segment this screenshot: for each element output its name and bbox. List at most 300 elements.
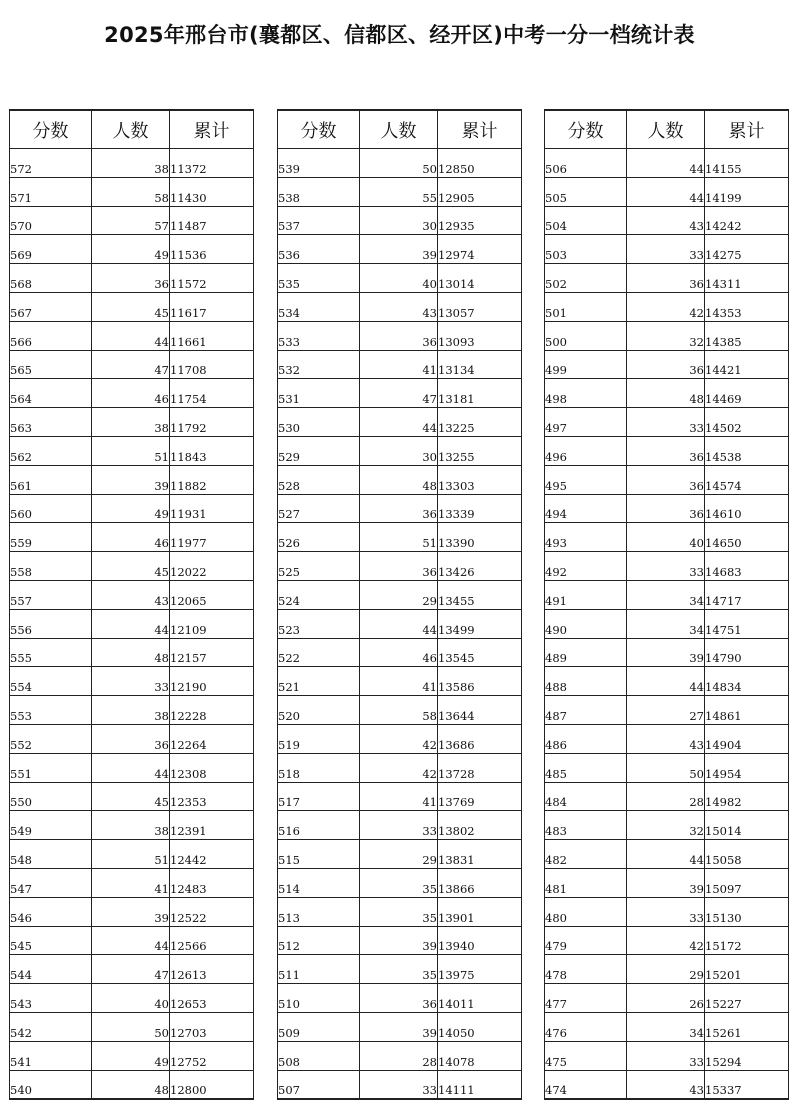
table-row [545,955,789,984]
score-cell: 537 [278,206,360,235]
count-cell: 36 [92,264,170,293]
cumulative-cell: 12264 [170,724,254,753]
count-cell: 43 [627,724,705,753]
count-cell: 44 [627,840,705,869]
cumulative-cell: 14050 [438,1012,522,1041]
count-cell: 39 [360,926,438,955]
cumulative-cell: 14199 [705,177,789,206]
page-title: 2025年邢台市(襄都区、信都区、经开区)中考一分一档统计表 [104,23,695,48]
count-cell: 44 [627,177,705,206]
score-cell: 483 [545,811,627,840]
count-cell: 36 [627,465,705,494]
table-row [278,696,522,725]
table-row [10,696,254,725]
score-cell: 555 [10,638,92,667]
cumulative-cell: 14242 [705,206,789,235]
count-cell: 41 [92,868,170,897]
cumulative-cell: 12800 [170,1070,254,1099]
count-cell: 29 [627,955,705,984]
table-row [545,609,789,638]
table-row [278,1041,522,1070]
cumulative-cell: 14011 [438,984,522,1013]
table-row [545,897,789,926]
score-cell: 498 [545,379,627,408]
header-cumulative: 累计 [705,110,789,149]
count-cell: 58 [360,696,438,725]
score-cell: 500 [545,321,627,350]
count-cell: 40 [360,264,438,293]
score-cell: 533 [278,321,360,350]
cumulative-cell: 13134 [438,350,522,379]
score-cell: 476 [545,1012,627,1041]
cumulative-cell: 14275 [705,235,789,264]
count-cell: 28 [360,1041,438,1070]
table-row [10,292,254,321]
table-row [278,984,522,1013]
score-cell: 540 [10,1070,92,1099]
count-cell: 47 [360,379,438,408]
score-cell: 570 [10,206,92,235]
score-cell: 569 [10,235,92,264]
table-row [278,494,522,523]
score-cell: 562 [10,436,92,465]
score-cell: 559 [10,523,92,552]
cumulative-cell: 14111 [438,1070,522,1099]
cumulative-cell: 13940 [438,926,522,955]
cumulative-cell: 12109 [170,609,254,638]
score-cell: 556 [10,609,92,638]
cumulative-cell: 13014 [438,264,522,293]
table-row [278,638,522,667]
count-cell: 50 [92,1012,170,1041]
score-cell: 518 [278,753,360,782]
cumulative-cell: 13769 [438,782,522,811]
score-cell: 497 [545,408,627,437]
count-cell: 36 [360,984,438,1013]
cumulative-cell: 12483 [170,868,254,897]
cumulative-cell: 14155 [705,149,789,178]
score-cell: 534 [278,292,360,321]
table-row [10,580,254,609]
score-cell: 535 [278,264,360,293]
count-cell: 38 [92,696,170,725]
cumulative-cell: 11572 [170,264,254,293]
table-row [10,177,254,206]
cumulative-cell: 13802 [438,811,522,840]
score-cell: 512 [278,926,360,955]
table-row [545,235,789,264]
table-row [278,523,522,552]
score-cell: 521 [278,667,360,696]
table-row [545,638,789,667]
count-cell: 45 [92,782,170,811]
score-cell: 558 [10,552,92,581]
cumulative-cell: 13831 [438,840,522,869]
count-cell: 49 [92,1041,170,1070]
count-cell: 40 [627,523,705,552]
table-row [545,350,789,379]
score-cell: 532 [278,350,360,379]
score-cell: 561 [10,465,92,494]
count-cell: 48 [627,379,705,408]
count-cell: 32 [627,811,705,840]
count-cell: 46 [92,379,170,408]
count-cell: 34 [627,1012,705,1041]
table-row [545,580,789,609]
cumulative-cell: 12522 [170,897,254,926]
score-cell: 543 [10,984,92,1013]
header-count: 人数 [92,110,170,149]
table-row [10,667,254,696]
cumulative-cell: 13303 [438,465,522,494]
score-cell: 525 [278,552,360,581]
table-row [278,811,522,840]
table-row [10,926,254,955]
count-cell: 35 [360,897,438,926]
score-cell: 545 [10,926,92,955]
cumulative-cell: 12190 [170,667,254,696]
score-cell: 494 [545,494,627,523]
cumulative-cell: 11708 [170,350,254,379]
score-table-2 [277,109,522,1100]
table-row [545,984,789,1013]
table-row [545,868,789,897]
cumulative-cell: 15014 [705,811,789,840]
cumulative-cell: 13728 [438,753,522,782]
table-row [278,724,522,753]
table-row [545,494,789,523]
count-cell: 36 [360,321,438,350]
table-row [545,696,789,725]
cumulative-cell: 15201 [705,955,789,984]
count-cell: 44 [627,667,705,696]
count-cell: 44 [627,149,705,178]
cumulative-cell: 11372 [170,149,254,178]
cumulative-cell: 13426 [438,552,522,581]
score-cell: 509 [278,1012,360,1041]
table-row [10,264,254,293]
table-row [10,379,254,408]
cumulative-cell: 13975 [438,955,522,984]
cumulative-cell: 14421 [705,350,789,379]
cumulative-cell: 11882 [170,465,254,494]
table-row [10,465,254,494]
count-cell: 47 [92,955,170,984]
cumulative-cell: 12157 [170,638,254,667]
table-row [10,753,254,782]
score-cell: 571 [10,177,92,206]
table-row [545,321,789,350]
score-cell: 510 [278,984,360,1013]
count-cell: 46 [92,523,170,552]
score-cell: 554 [10,667,92,696]
table-row [278,292,522,321]
score-cell: 479 [545,926,627,955]
cumulative-cell: 13866 [438,868,522,897]
table-row [10,494,254,523]
score-cell: 489 [545,638,627,667]
score-cell: 519 [278,724,360,753]
table-row [10,609,254,638]
cumulative-cell: 12308 [170,753,254,782]
count-cell: 38 [92,811,170,840]
table-row [278,868,522,897]
score-cell: 508 [278,1041,360,1070]
cumulative-cell: 12613 [170,955,254,984]
table-row [10,1070,254,1099]
table-row [545,206,789,235]
count-cell: 39 [92,465,170,494]
cumulative-cell: 12566 [170,926,254,955]
table-row [545,840,789,869]
table-row [278,609,522,638]
table-header-row [10,110,254,149]
count-cell: 43 [92,580,170,609]
score-cell: 484 [545,782,627,811]
score-cell: 564 [10,379,92,408]
score-cell: 486 [545,724,627,753]
score-cell: 511 [278,955,360,984]
count-cell: 42 [627,292,705,321]
count-cell: 48 [360,465,438,494]
count-cell: 46 [360,638,438,667]
count-cell: 29 [360,580,438,609]
cumulative-cell: 12391 [170,811,254,840]
score-cell: 502 [545,264,627,293]
header-cumulative: 累计 [438,110,522,149]
cumulative-cell: 13225 [438,408,522,437]
header-cumulative: 累计 [170,110,254,149]
table-row [278,897,522,926]
score-cell: 565 [10,350,92,379]
cumulative-cell: 11792 [170,408,254,437]
score-cell: 536 [278,235,360,264]
score-cell: 485 [545,753,627,782]
count-cell: 33 [360,1070,438,1099]
count-cell: 44 [360,408,438,437]
table-row [10,235,254,264]
cumulative-cell: 12353 [170,782,254,811]
cumulative-cell: 15097 [705,868,789,897]
count-cell: 33 [627,408,705,437]
count-cell: 47 [92,350,170,379]
cumulative-cell: 14861 [705,696,789,725]
table-body [278,149,522,1100]
score-cell: 546 [10,897,92,926]
score-cell: 487 [545,696,627,725]
table-row [10,724,254,753]
table-row [278,926,522,955]
cumulative-cell: 12228 [170,696,254,725]
score-cell: 482 [545,840,627,869]
cumulative-cell: 11977 [170,523,254,552]
table-row [278,206,522,235]
count-cell: 26 [627,984,705,1013]
score-cell: 523 [278,609,360,638]
count-cell: 39 [627,868,705,897]
count-cell: 32 [627,321,705,350]
count-cell: 39 [627,638,705,667]
table-row [545,782,789,811]
cumulative-cell: 15227 [705,984,789,1013]
cumulative-cell: 15294 [705,1041,789,1070]
table-row [545,724,789,753]
table-row [545,292,789,321]
count-cell: 44 [92,609,170,638]
count-cell: 55 [360,177,438,206]
cumulative-cell: 12703 [170,1012,254,1041]
table-row [10,638,254,667]
count-cell: 48 [92,638,170,667]
table-row [545,465,789,494]
table-row [278,177,522,206]
cumulative-cell: 12850 [438,149,522,178]
cumulative-cell: 13545 [438,638,522,667]
table-header-row [545,110,789,149]
count-cell: 33 [360,811,438,840]
count-cell: 38 [92,408,170,437]
cumulative-cell: 14683 [705,552,789,581]
table-row [10,408,254,437]
count-cell: 28 [627,782,705,811]
table-row [545,523,789,552]
count-cell: 33 [92,667,170,696]
score-cell: 507 [278,1070,360,1099]
count-cell: 33 [627,897,705,926]
count-cell: 33 [627,1041,705,1070]
table-row [545,753,789,782]
count-cell: 40 [92,984,170,1013]
count-cell: 50 [360,149,438,178]
table-row [10,206,254,235]
cumulative-cell: 11617 [170,292,254,321]
score-table-1 [9,109,254,1100]
score-cell: 528 [278,465,360,494]
count-cell: 44 [92,321,170,350]
table-row [545,1041,789,1070]
score-cell: 550 [10,782,92,811]
cumulative-cell: 13586 [438,667,522,696]
header-count: 人数 [360,110,438,149]
cumulative-cell: 13499 [438,609,522,638]
count-cell: 33 [627,235,705,264]
cumulative-cell: 13093 [438,321,522,350]
cumulative-cell: 11487 [170,206,254,235]
score-cell: 477 [545,984,627,1013]
score-cell: 542 [10,1012,92,1041]
score-cell: 520 [278,696,360,725]
score-cell: 514 [278,868,360,897]
count-cell: 36 [627,264,705,293]
count-cell: 36 [627,350,705,379]
count-cell: 50 [627,753,705,782]
score-cell: 503 [545,235,627,264]
score-cell: 515 [278,840,360,869]
score-cell: 549 [10,811,92,840]
count-cell: 57 [92,206,170,235]
count-cell: 44 [92,753,170,782]
count-cell: 43 [627,1070,705,1099]
cumulative-cell: 14954 [705,753,789,782]
cumulative-cell: 14751 [705,609,789,638]
score-cell: 492 [545,552,627,581]
score-cell: 504 [545,206,627,235]
count-cell: 41 [360,350,438,379]
header-score: 分数 [278,110,360,149]
score-cell: 557 [10,580,92,609]
cumulative-cell: 13901 [438,897,522,926]
table-header-row [278,110,522,149]
score-cell: 481 [545,868,627,897]
table-row [278,955,522,984]
score-cell: 491 [545,580,627,609]
table-row [545,149,789,178]
table-row [545,552,789,581]
header-score: 分数 [10,110,92,149]
table-row [545,1070,789,1099]
cumulative-cell: 14353 [705,292,789,321]
cumulative-cell: 14904 [705,724,789,753]
score-cell: 544 [10,955,92,984]
count-cell: 41 [360,782,438,811]
table-row [10,984,254,1013]
table-row [278,552,522,581]
cumulative-cell: 12653 [170,984,254,1013]
cumulative-cell: 11754 [170,379,254,408]
score-cell: 538 [278,177,360,206]
cumulative-cell: 13057 [438,292,522,321]
table-row [278,580,522,609]
table-row [10,840,254,869]
count-cell: 51 [360,523,438,552]
score-cell: 474 [545,1070,627,1099]
score-cell: 505 [545,177,627,206]
table-row [10,1012,254,1041]
table-row [10,523,254,552]
count-cell: 39 [360,235,438,264]
score-cell: 527 [278,494,360,523]
count-cell: 42 [360,753,438,782]
table-row [10,897,254,926]
count-cell: 44 [360,609,438,638]
score-cell: 563 [10,408,92,437]
score-cell: 529 [278,436,360,465]
count-cell: 36 [360,552,438,581]
score-table-3 [544,109,789,1100]
table-row [10,321,254,350]
score-cell: 506 [545,149,627,178]
score-cell: 531 [278,379,360,408]
header-count: 人数 [627,110,705,149]
table-row [278,235,522,264]
table-row [278,350,522,379]
count-cell: 33 [627,552,705,581]
table-body [10,149,254,1100]
count-cell: 38 [92,149,170,178]
table-row [278,149,522,178]
score-cell: 499 [545,350,627,379]
cumulative-cell: 14469 [705,379,789,408]
cumulative-cell: 13686 [438,724,522,753]
table-row [10,350,254,379]
cumulative-cell: 15172 [705,926,789,955]
count-cell: 35 [360,955,438,984]
score-cell: 524 [278,580,360,609]
table-row [545,667,789,696]
table-row [545,1012,789,1041]
count-cell: 36 [627,494,705,523]
score-cell: 493 [545,523,627,552]
